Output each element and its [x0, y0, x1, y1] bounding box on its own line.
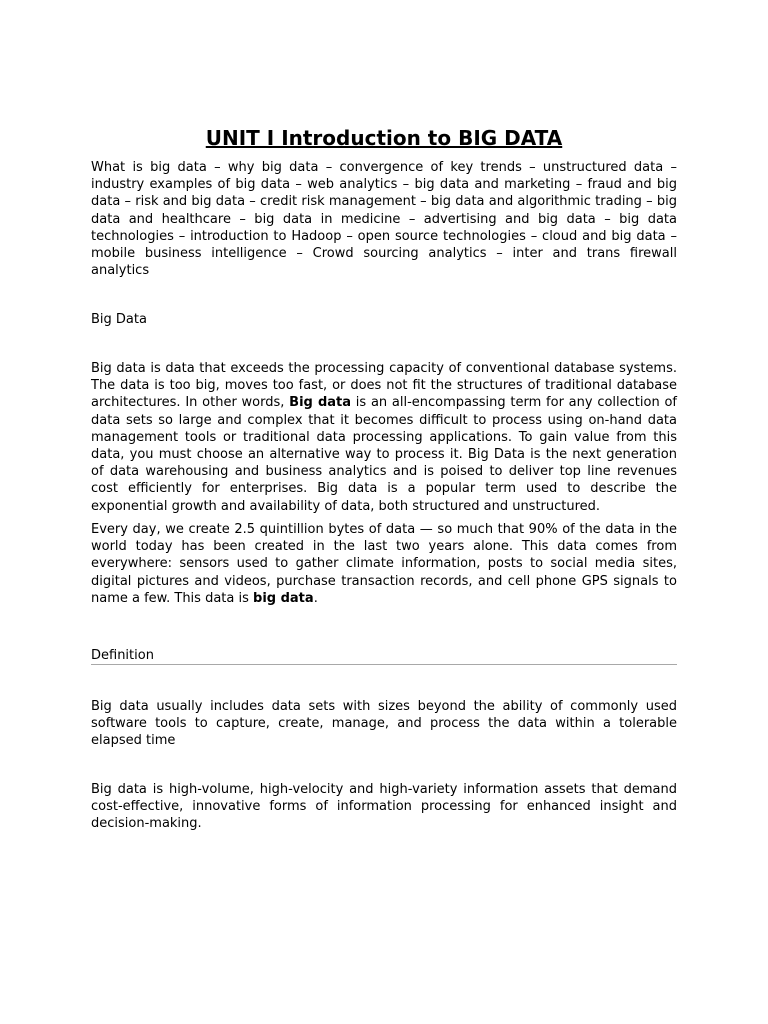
everyday-text-start: Every day, we create 2.5 quintillion bytes of data — so much that 90% of the data in the world today has been created in the last two years alone. This data comes from everywhere: sensors used to gather climate information, posts to social media sites, digital pictures and videos, purchase transaction records, and cell phone GPS signals to name a few. This data is — [91, 522, 677, 606]
intro-text-start: Big data is data that exceeds the processing capacity of conventional database systems. The data is too big, moves too fast, or does not fit the structures of traditional database architectures. In other words, — [91, 361, 677, 411]
definition-divider — [91, 664, 677, 665]
big-data-intro-paragraph — [91, 360, 677, 515]
document-title: UNIT I Introduction to BIG DATA — [205, 126, 563, 150]
everyday-text-end: . — [313, 590, 318, 606]
intro-text-end: is an all-encompassing term for any collection of data sets so large and complex that it becomes difficult to process using on-hand data management tools or traditional data processing applications. To gain value from this data, you must choose an alternative way to process it. Big Data is the next generation of data warehousing and business analytics and is poised to deliver top line revenues cost efficiently for enterprises. Big data is a popular term used to describe the exponential growth and availability of data, both structured and unstructured. — [91, 395, 677, 514]
everyday-data-paragraph — [91, 521, 677, 607]
definition-paragraph-2: Big data is high-volume, high-velocity and high-variety information assets that demand cost-effective, innovative forms of information processing for enhanced insight and decision-making. — [91, 782, 677, 832]
topics-paragraph: What is big data – why big data – convergence of key trends – unstructured data – industry examples of big data – web analytics – big data and marketing – fraud and big data – risk and big data – credit risk management – big data and algorithmic trading – big data and healthcare – big data in medicine – advertising and big data – big data technologies – introduction to Hadoop – open source technologies – cloud and big data – mobile business intelligence – Crowd sourcing analytics – inter and trans firewall analytics — [91, 160, 677, 279]
big-data-heading: Big Data — [91, 312, 147, 327]
intro-bold-term: Big data — [289, 395, 352, 411]
definition-heading: Definition — [91, 648, 154, 663]
everyday-bold-term: big data — [253, 590, 314, 606]
definition-paragraph-1: Big data usually includes data sets with sizes beyond the ability of commonly used software tools to capture, create, manage, and process the data within a tolerable elapsed time — [91, 699, 677, 749]
